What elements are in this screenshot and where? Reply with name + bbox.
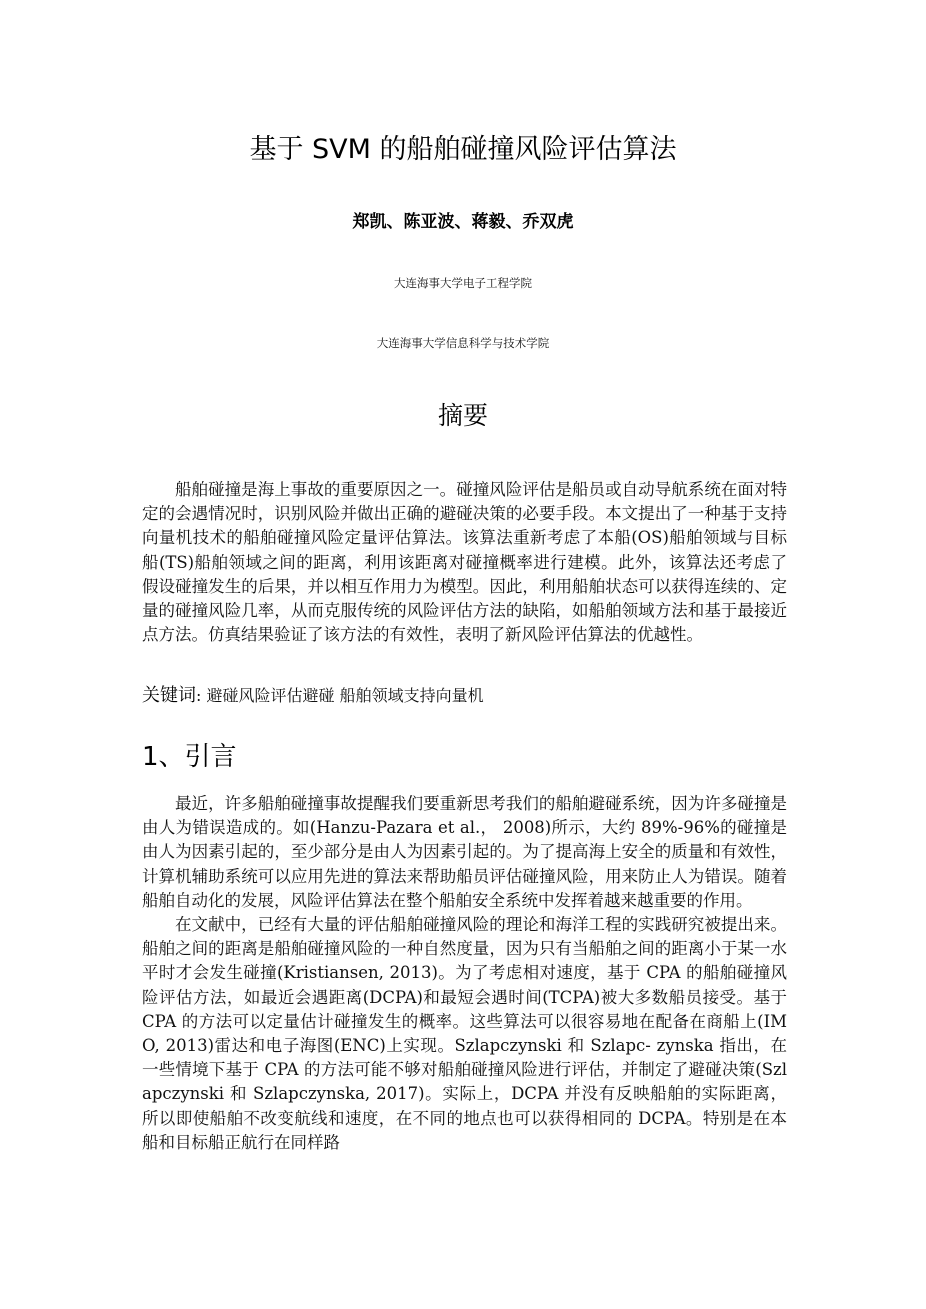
- section-heading-introduction: 1、引言: [142, 742, 237, 772]
- abstract-body: [142, 478, 787, 647]
- paper-title: 基于 SVM 的船舶碰撞风险评估算法: [249, 134, 677, 165]
- keywords-line: [142, 684, 787, 708]
- keywords-value: 避碰风险评估避碰 船舶领域支持向量机: [206, 686, 484, 705]
- intro-paragraph-1: 最近，许多船舶碰撞事故提醒我们要重新思考我们的船舶避碰系统，因为许多碰撞是由人为错误造成的。如(Hanzu-Pazara et al.， 2008)所示，大约 89%-96%的碰撞是由人为因素引起的，至少部分是由人为因素引起的。为了提高海上安全的质量和有效性，计算机辅助系统可以应用先进的算法来帮助船员评估碰撞风险，用来防止人为错误。随着船舶自动化的发展，风险评估算法在整个船舶安全系统中发挥着越来越重要的作用。: [142, 794, 787, 910]
- abstract-paragraph: 船舶碰撞是海上事故的重要原因之一。碰撞风险评估是船员或自动导航系统在面对特定的会遇情况时，识别风险并做出正确的避碰决策的必要手段。本文提出了一种基于支持向量机技术的船舶碰撞风险定量评估算法。该算法重新考虑了本船(OS)船舶领域与目标船(TS)船舶领域之间的距离，利用该距离对碰撞概率进行建模。此外，该算法还考虑了假设碰撞发生的后果，并以相互作用力为模型。因此，利用船舶状态可以获得连续的、定量的碰撞风险几率，从而克服传统的风险评估方法的缺陷，如船舶领域方法和基于最接近点方法。仿真结果验证了该方法的有效性，表明了新风险评估算法的优越性。: [142, 480, 787, 645]
- intro-paragraph-2: 在文献中，已经有大量的评估船舶碰撞风险的理论和海洋工程的实践研究被提出来。船舶之间的距离是船舶碰撞风险的一种自然度量，因为只有当船舶之间的距离小于某一水平时才会发生碰撞(Kristiansen, 2013)。为了考虑相对速度，基于 CPA 的船舶碰撞风险评估方法，如最近会遇距离(DCPA)和最短会遇时间(TCPA)被大多数船员接受。基于 CPA 的方法可以定量估计碰撞发生的概率。这些算法可以很容易地在配备在商船上(IMO, 2013)雷达和电子海图(ENC)上实现。Szlapczynski 和 Szlapc- zynska 指出，在一些情境下基于 CPA 的方法可能不够对船舶碰撞风险进行评估，并制定了避碰决策(Szlapczynski 和 Szlapczynska, 2017)。实际上，DCPA 并没有反映船舶的实际距离，所以即使船舶不改变航线和速度，在不同的地点也可以获得相同的 DCPA。特别是在本船和目标船正航行在同样路: [142, 915, 787, 1152]
- affiliation-2: 大连海事大学信息科学与技术学院: [376, 336, 550, 350]
- keywords-colon: :: [196, 686, 202, 705]
- author-list: 郑凯、陈亚波、蒋毅、乔双虎: [352, 212, 574, 232]
- affiliation-1: 大连海事大学电子工程学院: [394, 276, 532, 290]
- introduction-body: [142, 792, 787, 1155]
- keywords-label: 关键词: [142, 685, 196, 706]
- abstract-heading: 摘要: [437, 401, 488, 430]
